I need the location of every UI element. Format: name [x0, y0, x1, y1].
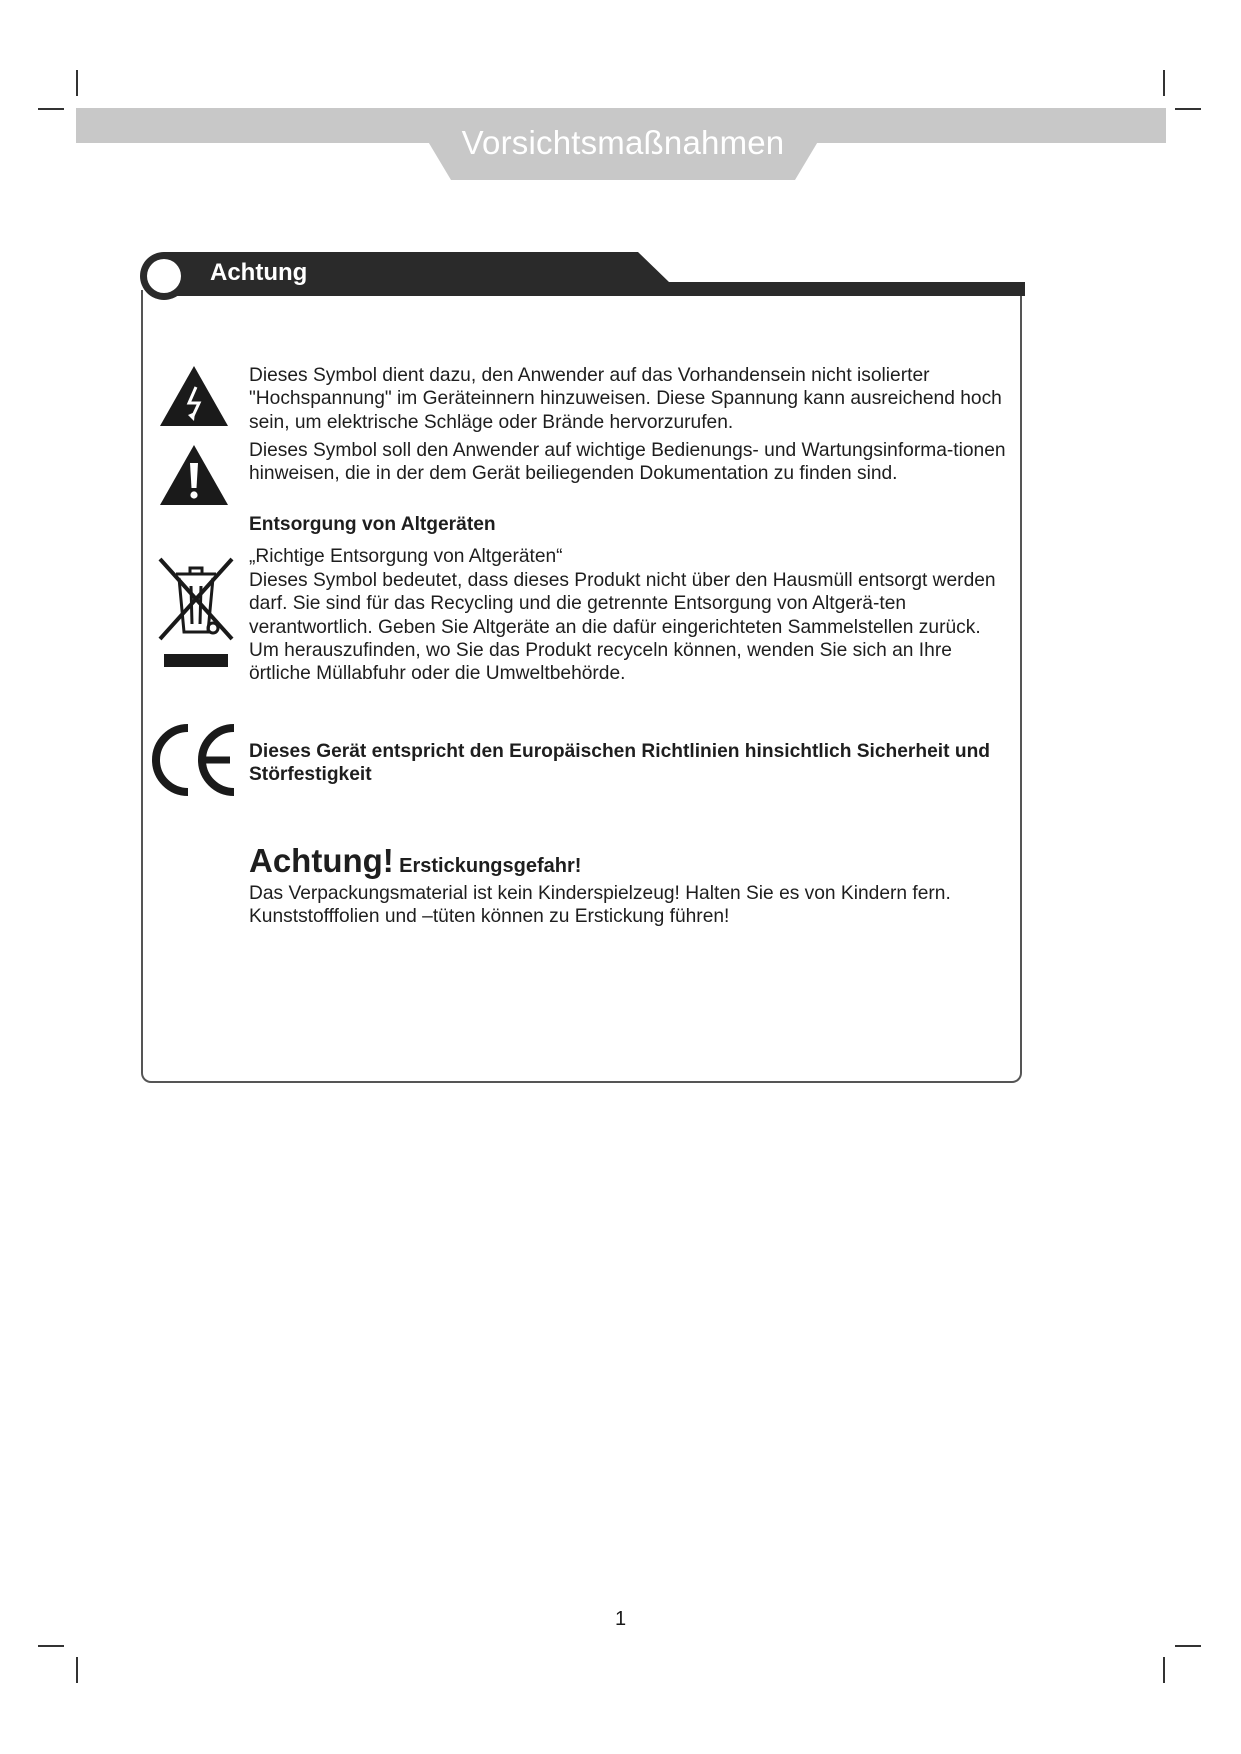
crop-mark — [1163, 1657, 1165, 1683]
ce-mark-icon — [148, 722, 240, 803]
suffocation-text: Das Verpackungsmaterial ist kein Kinderspielzeug! Halten Sie es von Kindern fern. Kunststofffolien und –tüten können zu Erstickung führen! — [249, 883, 951, 928]
ce-conformity-text: Dieses Gerät entspricht den Europäischen Richtlinien hinsichtlich Sicherheit und Störfestigkeit — [249, 741, 991, 786]
crop-mark — [76, 70, 78, 96]
voltage-warning-text: Dieses Symbol dient dazu, den Anwender auf das Vorhandensein nicht isolierter "Hochspannung" im Geräteinnern hinzuweisen. Diese Spannung kann ausreichend hoch sein, um elektrische Schläge oder Brände hervorzurufen. — [249, 365, 1002, 433]
suffocation-heading — [249, 842, 1009, 886]
crop-mark — [1175, 1645, 1201, 1647]
disposal-text: Dieses Symbol bedeutet, dass dieses Produkt nicht über den Hausmüll entsorgt werden darf. Sie sind für das Recycling und die getrennte Entsorgung von Altgerä-ten verantwortlich. Geben Sie Altgeräte an die dafür eingerichteten Sammelstellen zurück. Um herauszufinden, wo Sie das Produkt recyceln können, wenden Sie sich an Ihre örtliche Müllabfuhr oder die Umweltbehörde. — [249, 570, 996, 685]
crop-mark — [1163, 70, 1165, 96]
lightning-warning-icon — [159, 365, 229, 432]
crop-mark — [76, 1657, 78, 1683]
crop-mark — [1175, 108, 1201, 110]
suffocation-title-big: Achtung! — [249, 842, 394, 879]
suffocation-title-small: Erstickungsgefahr! — [399, 855, 582, 877]
page-number: 1 — [614, 1608, 627, 1630]
crop-mark — [38, 1645, 64, 1647]
exclamation-warning-icon — [159, 444, 229, 511]
info-warning-text: Dieses Symbol soll den Anwender auf wichtige Bedienungs- und Wartungsinforma-tionen hinweisen, die in der dem Gerät beiliegenden Dokumentation zu finden sind. — [249, 440, 1006, 485]
crop-mark — [38, 108, 64, 110]
page-title: Vorsichtsmaßnahmen — [461, 124, 785, 161]
crossed-bin-icon — [157, 556, 235, 677]
disposal-subheading: „Richtige Entsorgung von Altgeräten“ — [249, 546, 563, 567]
disposal-heading: Entsorgung von Altgeräten — [249, 514, 496, 535]
section-title: Achtung — [210, 259, 308, 286]
